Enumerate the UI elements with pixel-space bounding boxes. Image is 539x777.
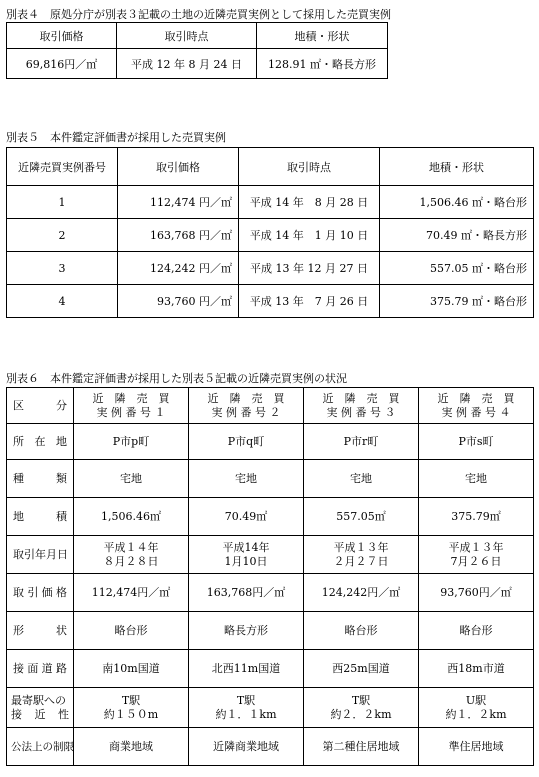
table-row — [7, 424, 534, 460]
table5-area: 70.49 ㎡・略長方形 — [380, 219, 534, 252]
table-row — [7, 49, 388, 79]
table5-date: 平成 13 年 12 月 27 日 — [239, 252, 380, 285]
row-label-shape: 形状 — [7, 612, 74, 650]
table5-area: 1,506.46 ㎡・略台形 — [380, 186, 534, 219]
row-label-legal-restriction: 公法上の制限 — [7, 728, 74, 766]
table6-cell: 宅地 — [304, 460, 419, 498]
table6-cell: 略台形 — [74, 612, 189, 650]
table6-caption: 別表６ 本件鑑定評価書が採用した別表５記載の近隣売買実例の状況 — [6, 372, 347, 385]
table-row — [7, 688, 534, 728]
table6 — [6, 387, 534, 766]
table-row — [7, 498, 534, 536]
table-row — [7, 219, 534, 252]
table4-header-price: 取引価格 — [7, 23, 117, 49]
table5-area: 375.79 ㎡・略台形 — [380, 285, 534, 318]
table6-cell: 略台形 — [419, 612, 534, 650]
table5-date: 平成 14 年 1 月 10 日 — [239, 219, 380, 252]
table6-cell: 宅地 — [74, 460, 189, 498]
table6-cell: 平成１３年 ２月２７日 — [304, 536, 419, 574]
table6-cell: T駅 約１．１km — [189, 688, 304, 728]
table6-cell: 北西11m国道 — [189, 650, 304, 688]
table6-cell: 163,768円／㎡ — [189, 574, 304, 612]
table6-cell: 375.79㎡ — [419, 498, 534, 536]
table4 — [6, 22, 388, 79]
row-label-station-access: 最寄駅への 接近性 — [7, 688, 74, 728]
table6-cell: 略台形 — [304, 612, 419, 650]
row-label-location: 所在地 — [7, 424, 74, 460]
table6-cell: 70.49㎡ — [189, 498, 304, 536]
table-row — [7, 536, 534, 574]
row-label-frontage-road: 接面道路 — [7, 650, 74, 688]
table4-header-row — [7, 23, 388, 49]
table6-cell: 近隣商業地域 — [189, 728, 304, 766]
row-label-transaction-date: 取引年月日 — [7, 536, 74, 574]
table6-cell: 商業地域 — [74, 728, 189, 766]
table6-cell: P市p町 — [74, 424, 189, 460]
table6-column-header: 近 隣 売 買 実 例 番 号 １ — [74, 388, 189, 424]
table6-cell: 準住居地域 — [419, 728, 534, 766]
table6-column-header: 近 隣 売 買 実 例 番 号 ４ — [419, 388, 534, 424]
table6-cell: 南10m国道 — [74, 650, 189, 688]
table5-header-date: 取引時点 — [239, 148, 380, 186]
table6-cell: P市r町 — [304, 424, 419, 460]
table5-header-area: 地積・形状 — [380, 148, 534, 186]
table6-corner: 区 分 — [7, 388, 74, 424]
table5-price: 124,242 円／㎡ — [118, 252, 239, 285]
table4-price: 69,816円／㎡ — [7, 49, 117, 79]
table-row — [7, 460, 534, 498]
table5-date: 平成 14 年 8 月 28 日 — [239, 186, 380, 219]
table6-column-header: 近 隣 売 買 実 例 番 号 ２ — [189, 388, 304, 424]
table-row — [7, 612, 534, 650]
row-label-area: 地積 — [7, 498, 74, 536]
table6-cell: P市s町 — [419, 424, 534, 460]
table5-number: 2 — [7, 219, 118, 252]
table6-cell: 557.05㎡ — [304, 498, 419, 536]
table5-price: 93,760 円／㎡ — [118, 285, 239, 318]
table-row — [7, 728, 534, 766]
table6-cell: U駅 約１．２km — [419, 688, 534, 728]
table5-area: 557.05 ㎡・略台形 — [380, 252, 534, 285]
row-label-price: 取引価格 — [7, 574, 74, 612]
table6-cell: 124,242円／㎡ — [304, 574, 419, 612]
table4-date: 平成 12 年 8 月 24 日 — [117, 49, 257, 79]
table6-cell: 112,474円／㎡ — [74, 574, 189, 612]
table6-cell: P市q町 — [189, 424, 304, 460]
table6-cell: 平成14年 1月10日 — [189, 536, 304, 574]
table-row — [7, 650, 534, 688]
table6-cell: 1,506.46㎡ — [74, 498, 189, 536]
table4-header-area: 地積・形状 — [257, 23, 388, 49]
table5-price: 163,768 円／㎡ — [118, 219, 239, 252]
table6-cell: 平成１３年 7月２６日 — [419, 536, 534, 574]
table5-date: 平成 13 年 7 月 26 日 — [239, 285, 380, 318]
table6-column-header: 近 隣 売 買 実 例 番 号 ３ — [304, 388, 419, 424]
table5-number: 4 — [7, 285, 118, 318]
table6-cell: T駅 約１５０m — [74, 688, 189, 728]
table5-caption: 別表５ 本件鑑定評価書が採用した売買実例 — [6, 131, 226, 144]
table6-cell: 第二種住居地域 — [304, 728, 419, 766]
table5-price: 112,474 円／㎡ — [118, 186, 239, 219]
table4-area: 128.91 ㎡・略長方形 — [257, 49, 388, 79]
table-row — [7, 186, 534, 219]
table6-cell: 西18m市道 — [419, 650, 534, 688]
row-label-type: 種類 — [7, 460, 74, 498]
table6-cell: 宅地 — [419, 460, 534, 498]
table4-header-date: 取引時点 — [117, 23, 257, 49]
table5-number: 3 — [7, 252, 118, 285]
table5-header-row — [7, 148, 534, 186]
table5-header-number: 近隣売買実例番号 — [7, 148, 118, 186]
table6-cell: 平成１４年 ８月２８日 — [74, 536, 189, 574]
table6-cell: T駅 約２．２km — [304, 688, 419, 728]
table5 — [6, 147, 534, 318]
table6-cell: 略長方形 — [189, 612, 304, 650]
table5-number: 1 — [7, 186, 118, 219]
table4-caption: 別表４ 原処分庁が別表３記載の土地の近隣売買実例として採用した売買実例 — [6, 8, 391, 21]
table-row — [7, 574, 534, 612]
table6-cell: 93,760円／㎡ — [419, 574, 534, 612]
table6-header-row — [7, 388, 534, 424]
table-row — [7, 285, 534, 318]
table-row — [7, 252, 534, 285]
table5-header-price: 取引価格 — [118, 148, 239, 186]
table6-cell: 西25m国道 — [304, 650, 419, 688]
table6-cell: 宅地 — [189, 460, 304, 498]
